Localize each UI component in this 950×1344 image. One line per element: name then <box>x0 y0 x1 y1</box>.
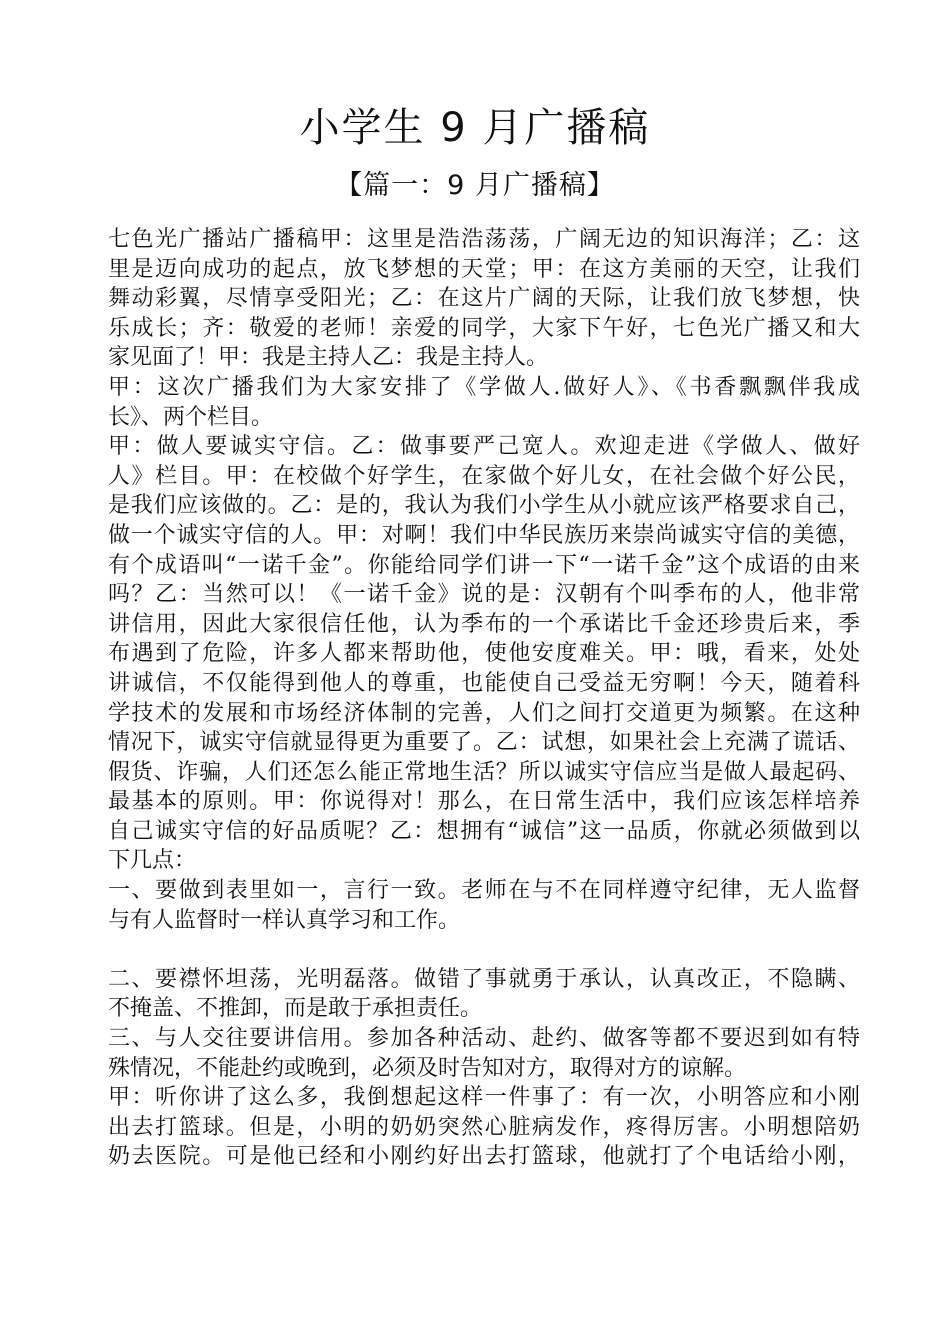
text-line: 最基本的原则。甲：你说得对！那么，在日常生活中，我们应该怎样培养 <box>108 789 860 815</box>
text-line: 奶去医院。可是他已经和小刚约好出去打篮球，他就打了个电话给小刚， <box>108 1144 860 1170</box>
text-line: 甲：听你讲了这么多，我倒想起这样一件事了：有一次，小明答应和小刚 <box>108 1085 860 1111</box>
text-line: 七色光广播站广播稿甲：这里是浩浩荡荡，广阔无边的知识海洋；乙：这 <box>108 227 860 252</box>
text-line: 自己诚实守信的好品质呢？乙：想拥有“诚信”这一品质，你就必须做到以 <box>108 818 860 844</box>
paragraph-gap <box>108 935 860 965</box>
text-line: 一、要做到表里如一，言行一致。老师在与不在同样遵守纪律，无人监督 <box>108 878 860 904</box>
text-line: 里是迈向成功的起点，放飞梦想的天堂；甲：在这方美丽的天空，让我们 <box>108 256 860 282</box>
text-line: 长》、两个栏目。 <box>108 404 274 430</box>
text-line: 是我们应该做的。乙：是的，我认为我们小学生从小就应该严格要求自己， <box>108 493 860 519</box>
text-line: 甲：做人要诚实守信。乙：做事要严己宽人。欢迎走进《学做人、做好 <box>108 434 860 460</box>
text-line: 下几点： <box>108 848 197 874</box>
text-line: 人》栏目。甲：在校做个好学生，在家做个好儿女，在社会做个好公民， <box>108 463 860 489</box>
text-line: 有个成语叫“一诺千金”。你能给同学们讲一下“一诺千金”这个成语的由来 <box>108 552 860 578</box>
text-line: 做一个诚实守信的人。甲：对啊！我们中华民族历来崇尚诚实守信的美德， <box>108 522 860 548</box>
text-line: 不掩盖、不推卸，而是敢于承担责任。 <box>108 996 483 1022</box>
text-line: 三、与人交往要讲信用。参加各种活动、赴约、做客等都不要迟到如有特 <box>108 1026 860 1052</box>
text-line: 乐成长；齐：敬爱的老师！亲爱的同学，大家下午好，七色光广播又和大 <box>108 315 860 341</box>
text-line: 讲信用，因此大家很信任他，认为季布的一个承诺比千金还珍贵后来，季 <box>108 611 860 637</box>
text-line: 二、要襟怀坦荡，光明磊落。做错了事就勇于承认，认真改正，不隐瞒、 <box>108 966 860 992</box>
document-subtitle: 【篇一：9 月广播稿】 <box>335 170 615 201</box>
text-line: 舞动彩翼，尽情享受阳光；乙：在这片广阔的天际，让我们放飞梦想，快 <box>108 286 860 312</box>
text-line: 学技术的发展和市场经济体制的完善，人们之间打交道更为频繁。在这种 <box>108 700 860 726</box>
text-line: 情况下，诚实守信就显得更为重要了。乙：试想，如果社会上充满了谎话、 <box>108 730 860 756</box>
text-line: 讲诚信，不仅能得到他人的尊重，也能使自己受益无穷啊！今天，随着科 <box>108 670 860 696</box>
text-line: 出去打篮球。但是，小明的奶奶突然心脏病发作，疼得厉害。小明想陪奶 <box>108 1114 860 1140</box>
text-line: 家见面了！甲：我是主持人乙：我是主持人。 <box>108 345 549 371</box>
document-body <box>108 225 860 1172</box>
text-line: 与有人监督时一样认真学习和工作。 <box>108 907 461 933</box>
text-line: 甲：这次广播我们为大家安排了《学做人.做好人》、《书香飘飘伴我成 <box>108 374 860 400</box>
text-line: 殊情况，不能赴约或晚到，必须及时告知对方，取得对方的谅解。 <box>108 1055 747 1081</box>
document-title: 小学生 9 月广播稿 <box>299 105 651 151</box>
text-line: 假货、诈骗，人们还怎么能正常地生活？所以诚实守信应当是做人最起码、 <box>108 759 860 785</box>
text-line: 布遇到了危险，许多人都来帮助他，使他安度难关。甲：哦，看来，处处 <box>108 641 860 667</box>
text-line: 吗？乙：当然可以！《一诺千金》说的是：汉朝有个叫季布的人，他非常 <box>108 582 860 608</box>
